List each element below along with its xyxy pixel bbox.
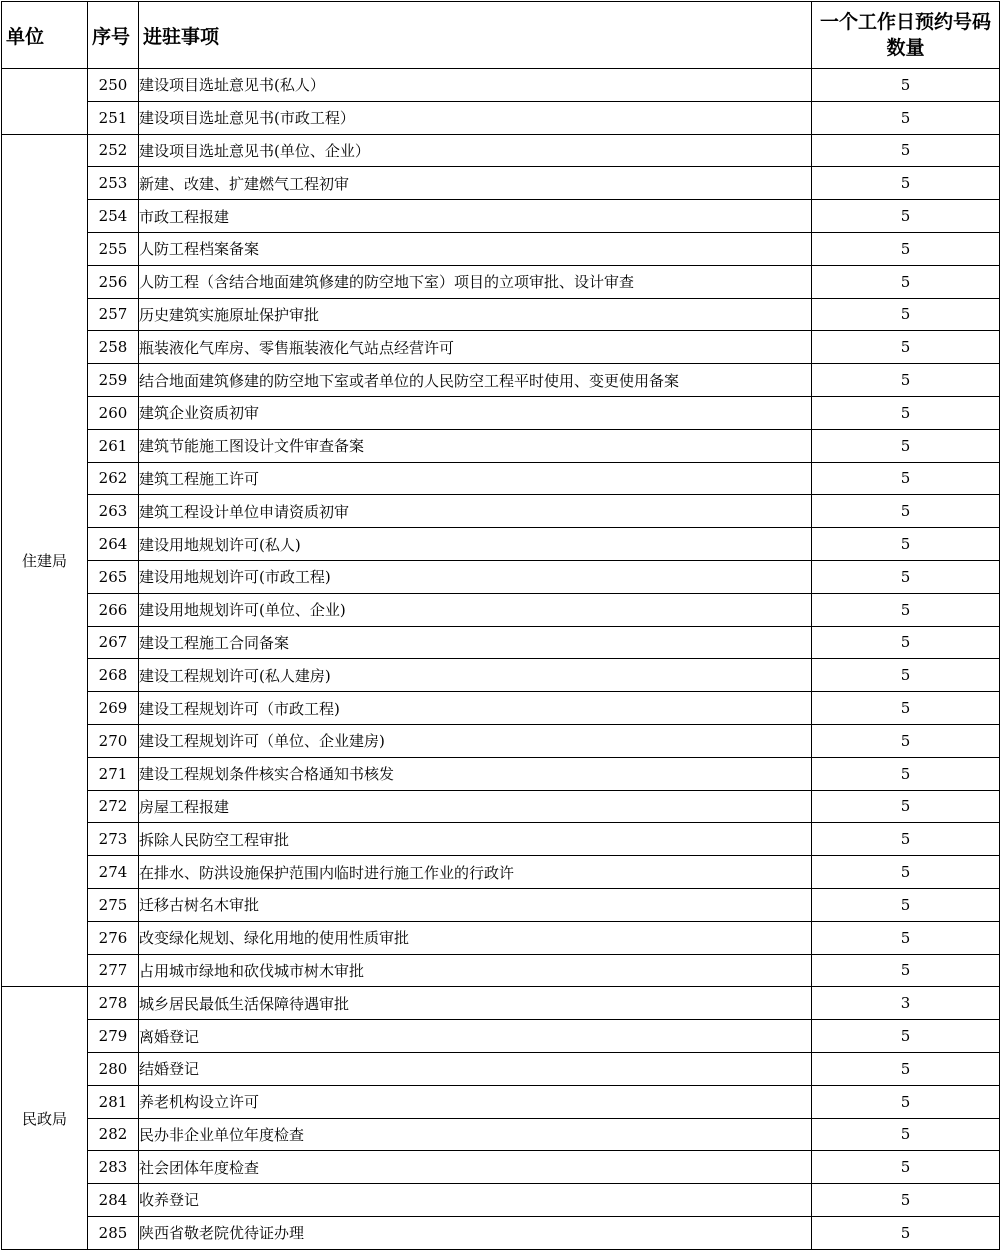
table-row xyxy=(2,1118,1000,1151)
count-cell: 5 xyxy=(812,101,1000,134)
table-row xyxy=(2,364,1000,397)
table-row xyxy=(2,1151,1000,1184)
seq-cell: 273 xyxy=(88,823,139,856)
count-cell: 5 xyxy=(812,69,1000,102)
item-cell: 陕西省敬老院优待证办理 xyxy=(139,1216,812,1249)
item-cell: 建设项目选址意见书(单位、企业） xyxy=(139,134,812,167)
table-row xyxy=(2,528,1000,561)
item-cell: 历史建筑实施原址保护审批 xyxy=(139,298,812,331)
appointment-quota-table xyxy=(1,1,1000,1250)
item-cell: 建设工程规划许可(私人建房) xyxy=(139,659,812,692)
seq-cell: 277 xyxy=(88,954,139,987)
count-cell: 5 xyxy=(812,659,1000,692)
table-row xyxy=(2,1052,1000,1085)
header-item: 进驻事项 xyxy=(139,2,812,69)
table-row xyxy=(2,954,1000,987)
count-cell: 5 xyxy=(812,1118,1000,1151)
count-cell: 5 xyxy=(812,1052,1000,1085)
table-body xyxy=(2,69,1000,1250)
table-row xyxy=(2,626,1000,659)
seq-cell: 258 xyxy=(88,331,139,364)
seq-cell: 256 xyxy=(88,265,139,298)
seq-cell: 284 xyxy=(88,1184,139,1217)
count-cell: 5 xyxy=(812,626,1000,659)
item-cell: 瓶装液化气库房、零售瓶装液化气站点经营许可 xyxy=(139,331,812,364)
table-row xyxy=(2,396,1000,429)
count-cell: 5 xyxy=(812,495,1000,528)
count-cell: 5 xyxy=(812,888,1000,921)
item-cell: 在排水、防洪设施保护范围内临时进行施工作业的行政许 xyxy=(139,856,812,889)
table-row xyxy=(2,823,1000,856)
count-cell: 5 xyxy=(812,1020,1000,1053)
table-row xyxy=(2,1020,1000,1053)
header-unit: 单位 xyxy=(2,2,88,69)
seq-cell: 253 xyxy=(88,167,139,200)
count-cell: 5 xyxy=(812,134,1000,167)
count-cell: 5 xyxy=(812,790,1000,823)
count-cell: 5 xyxy=(812,331,1000,364)
item-cell: 结合地面建筑修建的防空地下室或者单位的人民防空工程平时使用、变更使用备案 xyxy=(139,364,812,397)
count-cell: 5 xyxy=(812,232,1000,265)
seq-cell: 266 xyxy=(88,593,139,626)
count-cell: 5 xyxy=(812,1151,1000,1184)
table-row xyxy=(2,1085,1000,1118)
table-row xyxy=(2,757,1000,790)
item-cell: 养老机构设立许可 xyxy=(139,1085,812,1118)
item-cell: 建筑工程施工许可 xyxy=(139,462,812,495)
unit-cell: 民政局 xyxy=(2,987,88,1249)
count-cell: 5 xyxy=(812,298,1000,331)
table-row xyxy=(2,593,1000,626)
count-cell: 5 xyxy=(812,396,1000,429)
item-cell: 民办非企业单位年度检查 xyxy=(139,1118,812,1151)
item-cell: 迁移古树名木审批 xyxy=(139,888,812,921)
seq-cell: 251 xyxy=(88,101,139,134)
item-cell: 人防工程档案备案 xyxy=(139,232,812,265)
item-cell: 建设工程规划条件核实合格通知书核发 xyxy=(139,757,812,790)
table-row xyxy=(2,462,1000,495)
table-row xyxy=(2,856,1000,889)
count-cell: 5 xyxy=(812,429,1000,462)
item-cell: 建筑工程设计单位申请资质初审 xyxy=(139,495,812,528)
item-cell: 市政工程报建 xyxy=(139,200,812,233)
table-row xyxy=(2,692,1000,725)
table-row xyxy=(2,265,1000,298)
header-seq: 序号 xyxy=(88,2,139,69)
table-row xyxy=(2,1216,1000,1249)
item-cell: 房屋工程报建 xyxy=(139,790,812,823)
seq-cell: 250 xyxy=(88,69,139,102)
seq-cell: 275 xyxy=(88,888,139,921)
appointment-table-sheet xyxy=(1,1,999,1249)
item-cell: 建设用地规划许可(单位、企业) xyxy=(139,593,812,626)
table-row xyxy=(2,232,1000,265)
item-cell: 城乡居民最低生活保障待遇审批 xyxy=(139,987,812,1020)
count-cell: 5 xyxy=(812,528,1000,561)
seq-cell: 285 xyxy=(88,1216,139,1249)
seq-cell: 255 xyxy=(88,232,139,265)
table-row xyxy=(2,659,1000,692)
table-row xyxy=(2,429,1000,462)
count-cell: 5 xyxy=(812,167,1000,200)
table-row xyxy=(2,134,1000,167)
item-cell: 收养登记 xyxy=(139,1184,812,1217)
count-cell: 3 xyxy=(812,987,1000,1020)
count-cell: 5 xyxy=(812,462,1000,495)
table-row xyxy=(2,69,1000,102)
count-cell: 5 xyxy=(812,954,1000,987)
count-cell: 5 xyxy=(812,757,1000,790)
item-cell: 占用城市绿地和砍伐城市树木审批 xyxy=(139,954,812,987)
table-row xyxy=(2,495,1000,528)
seq-cell: 281 xyxy=(88,1085,139,1118)
seq-cell: 264 xyxy=(88,528,139,561)
table-row xyxy=(2,560,1000,593)
table-row xyxy=(2,101,1000,134)
seq-cell: 252 xyxy=(88,134,139,167)
count-cell: 5 xyxy=(812,200,1000,233)
item-cell: 人防工程（含结合地面建筑修建的防空地下室）项目的立项审批、设计审查 xyxy=(139,265,812,298)
seq-cell: 279 xyxy=(88,1020,139,1053)
item-cell: 建设工程施工合同备案 xyxy=(139,626,812,659)
seq-cell: 283 xyxy=(88,1151,139,1184)
seq-cell: 270 xyxy=(88,724,139,757)
count-cell: 5 xyxy=(812,1216,1000,1249)
seq-cell: 261 xyxy=(88,429,139,462)
seq-cell: 259 xyxy=(88,364,139,397)
item-cell: 建筑企业资质初审 xyxy=(139,396,812,429)
item-cell: 建设用地规划许可(私人) xyxy=(139,528,812,561)
count-cell: 5 xyxy=(812,364,1000,397)
table-row xyxy=(2,298,1000,331)
item-cell: 建设项目选址意见书(市政工程） xyxy=(139,101,812,134)
seq-cell: 267 xyxy=(88,626,139,659)
count-cell: 5 xyxy=(812,560,1000,593)
unit-cell: 住建局 xyxy=(2,134,88,987)
count-cell: 5 xyxy=(812,724,1000,757)
item-cell: 建设工程规划许可（单位、企业建房) xyxy=(139,724,812,757)
item-cell: 结婚登记 xyxy=(139,1052,812,1085)
table-row xyxy=(2,921,1000,954)
seq-cell: 263 xyxy=(88,495,139,528)
item-cell: 建设项目选址意见书(私人） xyxy=(139,69,812,102)
table-row xyxy=(2,331,1000,364)
item-cell: 社会团体年度检查 xyxy=(139,1151,812,1184)
item-cell: 新建、改建、扩建燃气工程初审 xyxy=(139,167,812,200)
unit-cell xyxy=(2,69,88,135)
table-row xyxy=(2,167,1000,200)
seq-cell: 272 xyxy=(88,790,139,823)
count-cell: 5 xyxy=(812,265,1000,298)
item-cell: 建设用地规划许可(市政工程) xyxy=(139,560,812,593)
seq-cell: 282 xyxy=(88,1118,139,1151)
header-row xyxy=(2,2,1000,69)
count-cell: 5 xyxy=(812,856,1000,889)
seq-cell: 278 xyxy=(88,987,139,1020)
table-row xyxy=(2,987,1000,1020)
seq-cell: 265 xyxy=(88,560,139,593)
item-cell: 改变绿化规划、绿化用地的使用性质审批 xyxy=(139,921,812,954)
count-cell: 5 xyxy=(812,692,1000,725)
item-cell: 建设工程规划许可（市政工程) xyxy=(139,692,812,725)
count-cell: 5 xyxy=(812,1085,1000,1118)
item-cell: 拆除人民防空工程审批 xyxy=(139,823,812,856)
item-cell: 建筑节能施工图设计文件审查备案 xyxy=(139,429,812,462)
header-count: 一个工作日预约号码数量 xyxy=(812,2,1000,69)
seq-cell: 257 xyxy=(88,298,139,331)
count-cell: 5 xyxy=(812,1184,1000,1217)
count-cell: 5 xyxy=(812,593,1000,626)
seq-cell: 269 xyxy=(88,692,139,725)
table-row xyxy=(2,790,1000,823)
seq-cell: 260 xyxy=(88,396,139,429)
count-cell: 5 xyxy=(812,921,1000,954)
seq-cell: 262 xyxy=(88,462,139,495)
seq-cell: 254 xyxy=(88,200,139,233)
table-row xyxy=(2,200,1000,233)
table-row xyxy=(2,1184,1000,1217)
table-row xyxy=(2,888,1000,921)
item-cell: 离婚登记 xyxy=(139,1020,812,1053)
seq-cell: 271 xyxy=(88,757,139,790)
seq-cell: 274 xyxy=(88,856,139,889)
table-row xyxy=(2,724,1000,757)
seq-cell: 268 xyxy=(88,659,139,692)
seq-cell: 276 xyxy=(88,921,139,954)
seq-cell: 280 xyxy=(88,1052,139,1085)
count-cell: 5 xyxy=(812,823,1000,856)
